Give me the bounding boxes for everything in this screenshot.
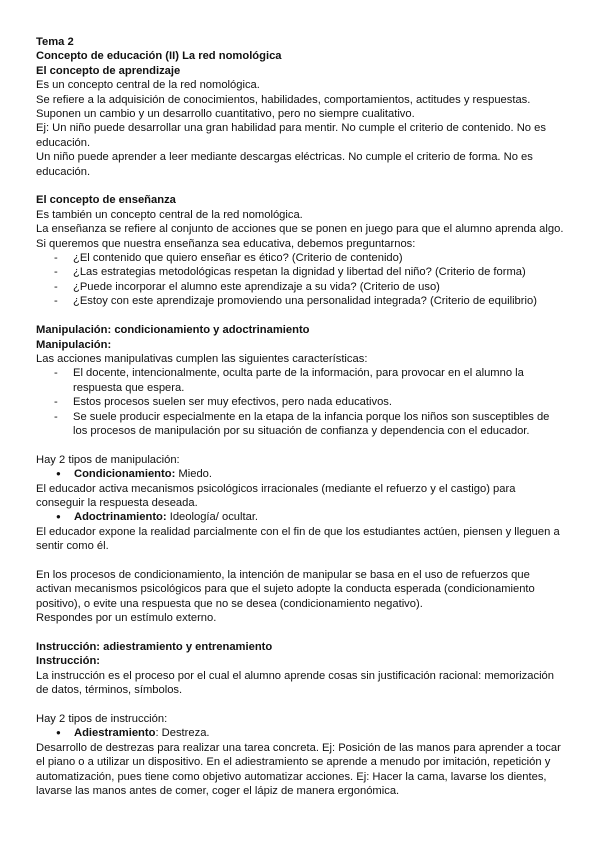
ensenanza-question-list: [36, 251, 564, 309]
list-item: - Se suele producir especialmente en la etapa de la infancia porque los niños son susceptibles de los procesos de manipulación por su situación de confianza y dependencia con el educador.: [36, 410, 564, 439]
topic-number: Tema 2: [36, 36, 74, 48]
manipulacion-type-list: [36, 467, 564, 481]
type-explanation: Desarrollo de destrezas para realizar una tarea concreta. Ej: Posición de las manos para aprender a tocar el piano o a utilizar un dispositivo. En el adiestramiento se aprende a menudo por imitación, repetición y automatización, pues tiene como objetivo automatizar acciones. Ej: Hacer la cama, lavarse los dientes, lavarse las manos antes de comer, coger el lápiz de manera ergonómica.: [36, 741, 561, 798]
list-item: - ¿Estoy con este aprendizaje promoviendo una personalidad integrada? (Criterio de equilibrio): [36, 294, 564, 308]
list-item: - ¿Puede incorporar el alumno este aprendizaje a su vida? (Criterio de uso): [36, 280, 564, 294]
type-description: Ideología/ ocultar.: [166, 511, 259, 524]
type-name: Adiestramiento: [74, 727, 156, 740]
document-title: Concepto de educación (II) La red nomológica: [36, 50, 282, 63]
list-item: - ¿El contenido que quiero enseñar es ético? (Criterio de contenido): [36, 251, 564, 265]
aprendizaje-heading: El concepto de aprendizaje: [36, 64, 181, 77]
manipulacion-types-intro: Hay 2 tipos de manipulación:: [36, 453, 180, 466]
spacer: [36, 554, 564, 568]
instruccion-subheading: Instrucción:: [36, 655, 101, 668]
spacer: [36, 438, 564, 452]
aprendizaje-paragraph: Suponen un cambio y un desarrollo cuantitativo, pero no siempre cualitativo.: [36, 108, 415, 121]
instruccion-type-list: [36, 726, 564, 740]
aprendizaje-paragraph: Ej: Un niño puede desarrollar una gran habilidad para mentir. No cumple el criterio de contenido. No es educación.: [36, 122, 546, 149]
type-explanation: El educador expone la realidad parcialmente con el fin de que los estudiantes actúen, piensen y lleguen a sentir como él.: [36, 525, 560, 553]
type-explanation: El educador activa mecanismos psicológicos irracionales (mediante el refuerzo y el castigo) para conseguir la respuesta deseada.: [36, 482, 516, 509]
instruccion-types-intro: Hay 2 tipos de instrucción:: [36, 713, 168, 725]
manipulacion-characteristics-list: [36, 366, 564, 438]
type-description: : Destreza.: [155, 727, 210, 740]
ensenanza-paragraph: La enseñanza se refiere al conjunto de acciones que se ponen en juego para que el alumno aprenda algo.: [36, 223, 564, 236]
list-item: - El docente, intencionalmente, oculta parte de la información, para provocar en el alumno la respuesta que espera.: [36, 366, 564, 395]
instruccion-intro: La instrucción es el proceso por el cual el alumno aprende cosas sin justificación racional: memorización de datos, términos, símbolos.: [36, 669, 554, 697]
spacer: [36, 179, 564, 193]
spacer: [36, 626, 564, 640]
list-item: [36, 510, 564, 524]
manipulacion-type-list: [36, 510, 564, 524]
type-description: Miedo.: [175, 468, 212, 481]
ensenanza-paragraph: Si queremos que nuestra enseñanza sea educativa, debemos preguntarnos:: [36, 237, 416, 250]
ensenanza-paragraph: Es también un concepto central de la red nomológica.: [36, 208, 303, 221]
spacer: [36, 309, 564, 323]
manipulacion-closing: En los procesos de condicionamiento, la intención de manipular se basa en el uso de refuerzos que activan mecanismos psicológicos para que el sujeto adopte la conducta esperada (condicionamiento positivo), o evite una respuesta que no se desea (condicionamiento negativo).: [36, 568, 535, 610]
aprendizaje-paragraph: Un niño puede aprender a leer mediante descargas eléctricas. No cumple el criterio de forma. No es educación.: [36, 151, 533, 178]
spacer: [36, 698, 564, 712]
list-item: [36, 467, 564, 481]
instruccion-heading: Instrucción: adiestramiento y entrenamiento: [36, 640, 273, 653]
ensenanza-heading: El concepto de enseñanza: [36, 194, 176, 207]
manipulacion-closing: Respondes por un estímulo externo.: [36, 612, 217, 625]
manipulacion-subheading: Manipulación:: [36, 338, 112, 351]
manipulacion-heading: Manipulación: condicionamiento y adoctrinamiento: [36, 324, 310, 337]
aprendizaje-paragraph: Se refiere a la adquisición de conocimientos, habilidades, comportamientos, actitudes y respuestas.: [36, 93, 531, 106]
type-name: Adoctrinamiento:: [74, 511, 167, 524]
list-item: - Estos procesos suelen ser muy efectivos, pero nada educativos.: [36, 395, 564, 409]
manipulacion-intro: Las acciones manipulativas cumplen las siguientes características:: [36, 352, 368, 365]
list-item: - ¿Las estrategias metodológicas respetan la dignidad y libertad del niño? (Criterio de forma): [36, 265, 564, 279]
aprendizaje-paragraph: Es un concepto central de la red nomológica.: [36, 79, 260, 92]
document-content: [36, 35, 564, 798]
list-item: [36, 726, 564, 740]
type-name: Condicionamiento:: [74, 468, 176, 481]
